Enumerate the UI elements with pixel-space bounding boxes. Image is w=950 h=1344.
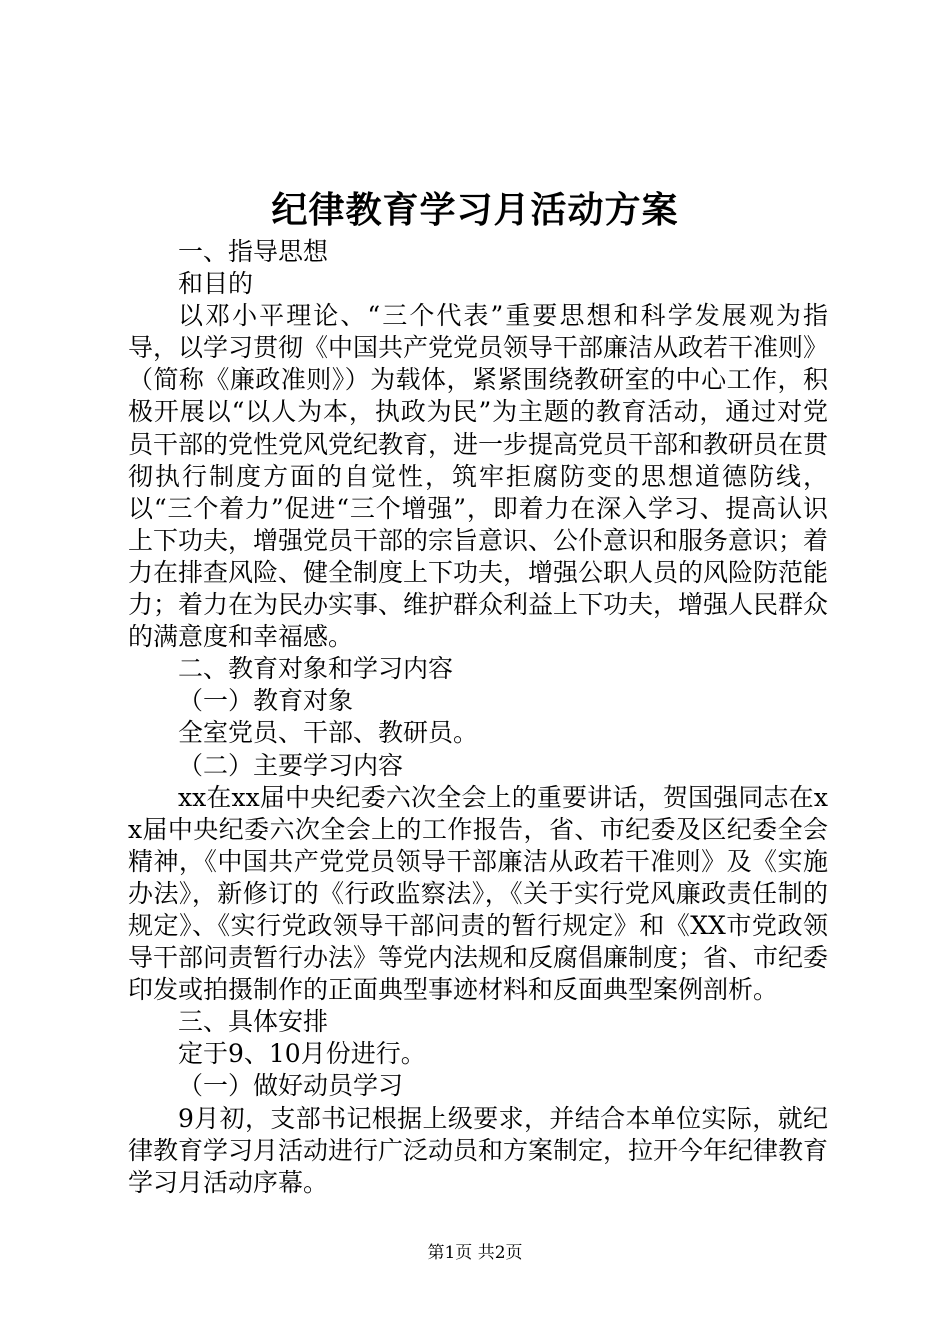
paragraph-study-content: xx在xx届中央纪委六次全会上的重要讲话，贺国强同志在xx届中央纪委六次全会上的工作报告，省、市纪委及区纪委全会精神，《中国共产党党员领导干部廉洁从政若干准则》及《实施办法》，新修订的《行政监察法》，《关于实行党风廉政责任制的规定》、《实行党政领导干部问责的暂行规定》和《XX市党政领导干部问责暂行办法》等党内法规和反腐倡廉制度；省、市纪委印发或拍摄制作的正面典型事迹材料和反面典型案例剖析。 (128, 782, 829, 1005)
subheading-education-targets: （一）教育对象 (178, 686, 354, 716)
section-heading-arrangements: 三、具体安排 (178, 1007, 329, 1037)
page-footer: 第1页 共2页 (427, 1243, 523, 1263)
paragraph-education-targets: 全室党员、干部、教研员。 (178, 718, 479, 748)
document-title: 纪律教育学习月活动方案 (271, 189, 679, 231)
paragraph-schedule: 定于9、10月份进行。 (178, 1039, 426, 1069)
paragraph-mobilization: 9月初，支部书记根据上级要求，并结合本单位实际，就纪律教育学习月活动进行广泛动员和方案制定，拉开今年纪律教育学习月活动序幕。 (128, 1103, 829, 1197)
document-body (128, 236, 828, 1199)
subheading-mobilization: （一）做好动员学习 (178, 1071, 404, 1101)
subheading-study-content: （二）主要学习内容 (178, 750, 404, 780)
section-heading-purpose: 和目的 (178, 269, 254, 299)
section-heading-guiding-thought: 一、指导思想 (178, 237, 329, 266)
paragraph-guiding-thought: 以邓小平理论、“三个代表”重要思想和科学发展观为指导，以学习贯彻《中国共产党党员领导干部廉洁从政若干准则》（简称《廉政准则》）为载体，紧紧围绕教研室的中心工作，积极开展以“以人为本，执政为民”为主题的教育活动，通过对党员干部的党性党风党纪教育，进一步提高党员干部和教研员在贯彻执行制度方面的自觉性，筑牢拒腐防变的思想道德防线，以“三个着力”促进“三个增强”，即着力在深入学习、提高认识上下功夫，增强党员干部的宗旨意识、公仆意识和服务意识；着力在排查风险、健全制度上下功夫，增强公职人员的风险防范能力；着力在为民办实事、维护群众利益上下功夫，增强人民群众的满意度和幸福感。 (128, 301, 829, 652)
section-heading-education-targets: 二、教育对象和学习内容 (178, 654, 454, 684)
